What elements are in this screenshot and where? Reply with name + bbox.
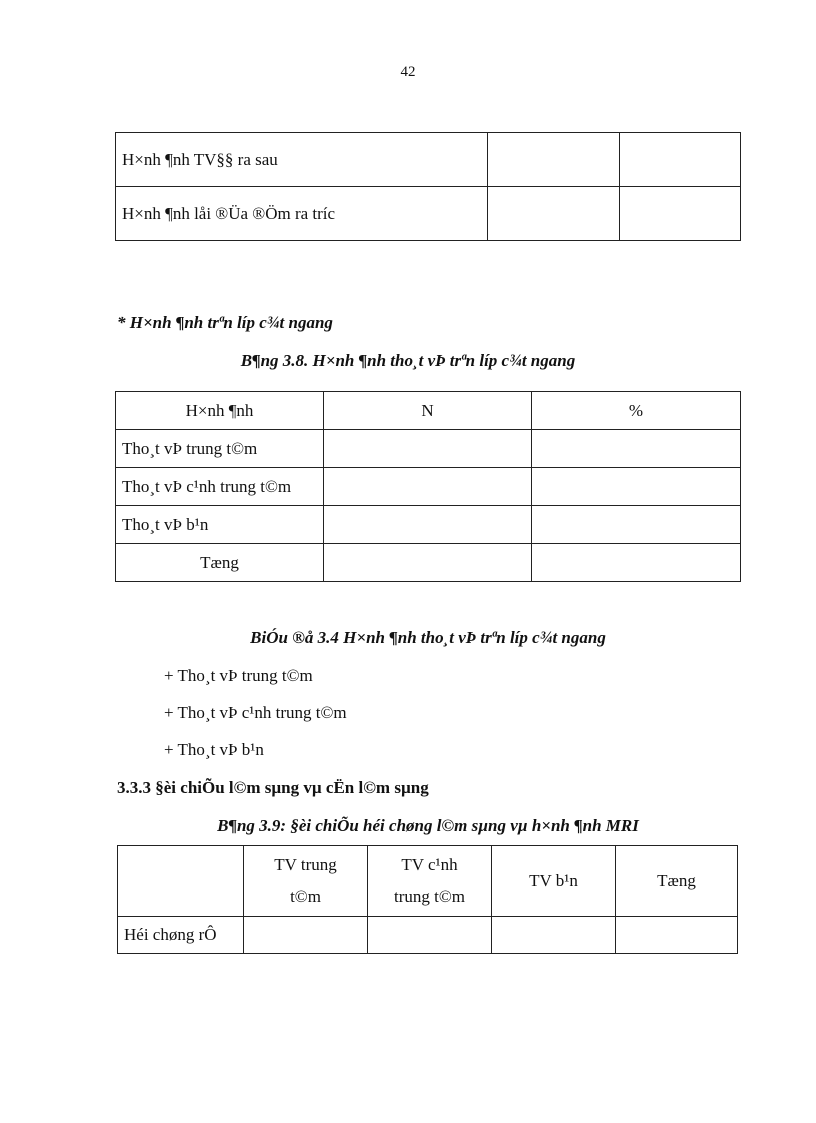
table-3-8 xyxy=(115,391,741,582)
table-cell xyxy=(532,430,741,468)
table-cell xyxy=(324,468,532,506)
table-row xyxy=(118,917,738,954)
column-header: H×nh ¶nh xyxy=(116,392,324,430)
table-cell xyxy=(616,917,738,954)
list-item: + Tho¸t vÞ c¹nh trung t©m xyxy=(164,703,347,722)
table-cell xyxy=(324,506,532,544)
column-header xyxy=(368,846,492,917)
table-cell xyxy=(620,187,741,241)
table-cell xyxy=(492,917,616,954)
table-header-row xyxy=(118,846,738,917)
page-number: 42 xyxy=(400,64,416,80)
list-item: + Tho¸t vÞ trung t©m xyxy=(164,666,313,685)
table-cell xyxy=(368,917,492,954)
table-cell: Tho¸t vÞ c¹nh trung t©m xyxy=(116,468,324,506)
table-cell: Tho¸t vÞ b¹n xyxy=(116,506,324,544)
table-row xyxy=(116,430,741,468)
table-cell xyxy=(488,133,620,187)
column-header xyxy=(118,846,244,917)
table-caption-3-8: B¶ng 3.8. H×nh ¶nh tho¸t vÞ trªn líp c¾t ngang xyxy=(240,351,576,370)
list-item: + Tho¸t vÞ b¹n xyxy=(164,740,264,759)
table-row xyxy=(116,187,741,241)
table-cell xyxy=(532,468,741,506)
table-row xyxy=(116,468,741,506)
table-row xyxy=(116,133,741,187)
table-row xyxy=(116,544,741,582)
table-cell xyxy=(532,544,741,582)
table-cell: H×nh ¶nh TV§§ ra sau xyxy=(116,133,488,187)
column-header-text: TV trung t©m xyxy=(274,855,337,906)
table-cell xyxy=(488,187,620,241)
table-cell xyxy=(532,506,741,544)
column-header: % xyxy=(532,392,741,430)
table-tv-images xyxy=(115,132,741,241)
table-3-9 xyxy=(117,845,738,954)
table-cell xyxy=(244,917,368,954)
table-caption-3-9: B¶ng 3.9: §èi chiÕu héi chøng l©m sµng vµ h×nh ¶nh MRI xyxy=(217,816,639,835)
column-header: Tæng xyxy=(616,846,738,917)
table-cell: Héi chøng rÔ xyxy=(118,917,244,954)
column-header: TV b¹n xyxy=(492,846,616,917)
table-row xyxy=(116,506,741,544)
column-header-text: TV c¹nh trung t©m xyxy=(394,855,465,906)
table-header-row xyxy=(116,392,741,430)
table-cell xyxy=(324,430,532,468)
table-cell: H×nh ¶nh låi ®Üa ®Öm ra tríc xyxy=(116,187,488,241)
table-cell: Tæng xyxy=(116,544,324,582)
table-cell: Tho¸t vÞ trung t©m xyxy=(116,430,324,468)
chart-caption-3-4: BiÓu ®å 3.4 H×nh ¶nh tho¸t vÞ trªn líp c¾t ngang xyxy=(250,628,606,647)
table-cell xyxy=(324,544,532,582)
column-header xyxy=(244,846,368,917)
subheading-cross-section: * H×nh ¶nh trªn líp c¾t ngang xyxy=(117,313,333,332)
column-header: N xyxy=(324,392,532,430)
section-heading-3-3-3: 3.3.3 §èi chiÕu l©m sµng vµ cËn l©m sµng xyxy=(117,778,429,797)
table-cell xyxy=(620,133,741,187)
